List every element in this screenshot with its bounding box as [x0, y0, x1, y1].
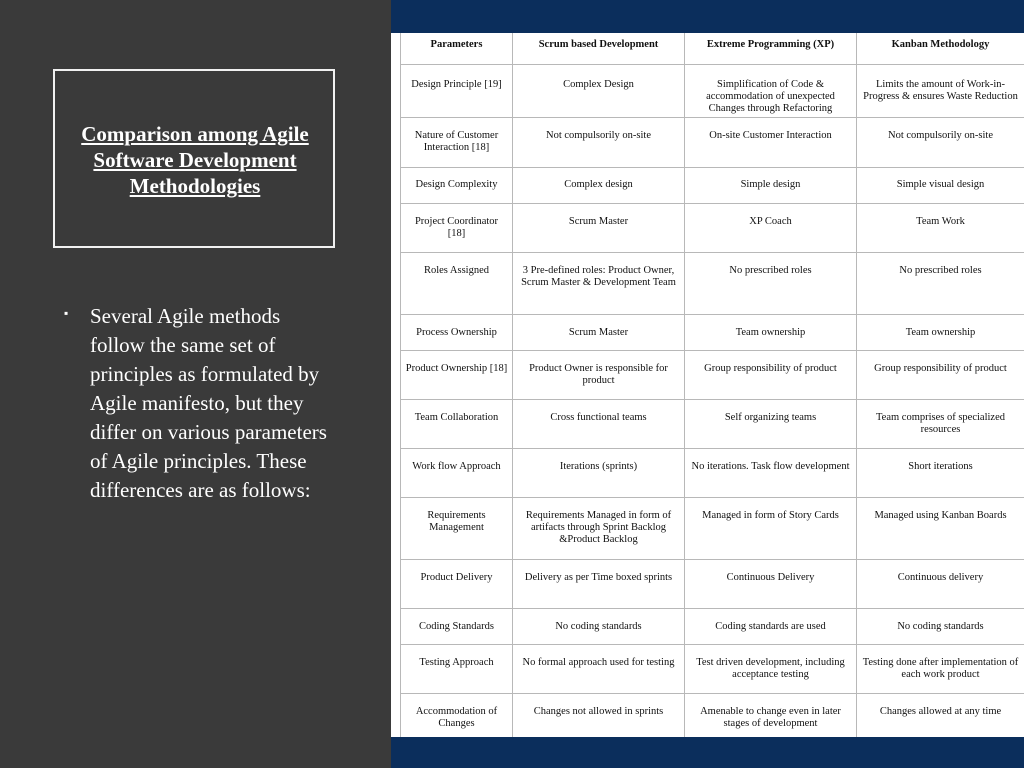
table-cell: Group responsibility of product — [685, 351, 857, 400]
table-row — [401, 560, 1024, 609]
table-cell: Simple design — [685, 168, 857, 204]
table-cell: Amenable to change even in later stages of development — [685, 694, 857, 738]
table-cell: No iterations. Task flow development — [685, 449, 857, 498]
top-accent-bar — [391, 0, 1024, 33]
table-cell: Managed in form of Story Cards — [685, 498, 857, 560]
table-row — [401, 694, 1024, 738]
table-cell: Work flow Approach — [401, 449, 513, 498]
table-row — [401, 168, 1024, 204]
right-panel — [391, 0, 1024, 768]
table-cell: Group responsibility of product — [857, 351, 1024, 400]
table-cell: Process Ownership — [401, 315, 513, 351]
table-cell: Not compulsorily on-site — [857, 118, 1024, 168]
table-cell: Team comprises of specialized resources — [857, 400, 1024, 449]
table-row — [401, 204, 1024, 253]
table-cell: Short iterations — [857, 449, 1024, 498]
table-cell: XP Coach — [685, 204, 857, 253]
table-row — [401, 645, 1024, 694]
table-cell: Team Collaboration — [401, 400, 513, 449]
table-cell: No prescribed roles — [685, 253, 857, 315]
table-row — [401, 449, 1024, 498]
table-cell: Simple visual design — [857, 168, 1024, 204]
table-row — [401, 400, 1024, 449]
table-cell: Design Complexity — [401, 168, 513, 204]
table-cell: Team Work — [857, 204, 1024, 253]
table-row — [401, 253, 1024, 315]
table-row — [401, 609, 1024, 645]
table-cell: Requirements Managed in form of artifacts through Sprint Backlog &Product Backlog — [513, 498, 685, 560]
table-cell: Continuous Delivery — [685, 560, 857, 609]
table-cell: Testing done after implementation of each work product — [857, 645, 1024, 694]
table-cell: Product Owner is responsible for product — [513, 351, 685, 400]
table-cell: Not compulsorily on-site — [513, 118, 685, 168]
table-cell: Simplification of Code & accommodation of unexpected Changes through Refactoring — [685, 65, 857, 118]
table-cell: Complex design — [513, 168, 685, 204]
table-cell: Scrum Master — [513, 204, 685, 253]
table-cell: Roles Assigned — [401, 253, 513, 315]
header-parameters: Parameters — [401, 33, 513, 65]
title-box — [53, 69, 335, 248]
bullet-square-icon: ▪ — [64, 306, 69, 320]
comparison-table-image — [400, 33, 1024, 737]
table-cell: Managed using Kanban Boards — [857, 498, 1024, 560]
table-cell: Product Ownership [18] — [401, 351, 513, 400]
table-cell: Changes not allowed in sprints — [513, 694, 685, 738]
table-cell: Limits the amount of Work-in-Progress & ensures Waste Reduction — [857, 65, 1024, 118]
table-cell: Cross functional teams — [513, 400, 685, 449]
table-cell: Test driven development, including acceptance testing — [685, 645, 857, 694]
table-cell: Product Delivery — [401, 560, 513, 609]
table-cell: Self organizing teams — [685, 400, 857, 449]
table-cell: Team ownership — [857, 315, 1024, 351]
table-row — [401, 351, 1024, 400]
table-cell: Requirements Management — [401, 498, 513, 560]
table-cell: Accommodation of Changes — [401, 694, 513, 738]
header-scrum: Scrum based Development — [513, 33, 685, 65]
table-header-row — [401, 33, 1024, 65]
table-cell: Complex Design — [513, 65, 685, 118]
table-cell: Iterations (sprints) — [513, 449, 685, 498]
comparison-table — [400, 33, 1024, 737]
table-cell: No coding standards — [513, 609, 685, 645]
table-cell: No coding standards — [857, 609, 1024, 645]
table-row — [401, 65, 1024, 118]
header-xp: Extreme Programming (XP) — [685, 33, 857, 65]
table-cell: On-site Customer Interaction — [685, 118, 857, 168]
table-cell: 3 Pre-defined roles: Product Owner, Scrum Master & Development Team — [513, 253, 685, 315]
table-cell: Coding Standards — [401, 609, 513, 645]
slide-title: Comparison among Agile Software Development Methodologies — [81, 122, 309, 198]
table-cell: Scrum Master — [513, 315, 685, 351]
table-cell: Continuous delivery — [857, 560, 1024, 609]
table-row — [401, 315, 1024, 351]
table-cell: Changes allowed at any time — [857, 694, 1024, 738]
bottom-accent-bar — [391, 737, 1024, 768]
table-row — [401, 118, 1024, 168]
table-cell: Team ownership — [685, 315, 857, 351]
table-cell: Nature of Customer Interaction [18] — [401, 118, 513, 168]
table-row — [401, 498, 1024, 560]
table-cell: No prescribed roles — [857, 253, 1024, 315]
table-cell: Project Coordinator [18] — [401, 204, 513, 253]
header-kanban: Kanban Methodology — [857, 33, 1024, 65]
table-cell: Design Principle [19] — [401, 65, 513, 118]
bullet-text: Several Agile methods follow the same set of principles as formulated by Agile manifesto, but they differ on various parameters of Agile principles. These differences are as follows: — [90, 304, 327, 502]
table-cell: No formal approach used for testing — [513, 645, 685, 694]
table-cell: Testing Approach — [401, 645, 513, 694]
left-panel — [0, 0, 391, 768]
table-cell: Coding standards are used — [685, 609, 857, 645]
table-cell: Delivery as per Time boxed sprints — [513, 560, 685, 609]
